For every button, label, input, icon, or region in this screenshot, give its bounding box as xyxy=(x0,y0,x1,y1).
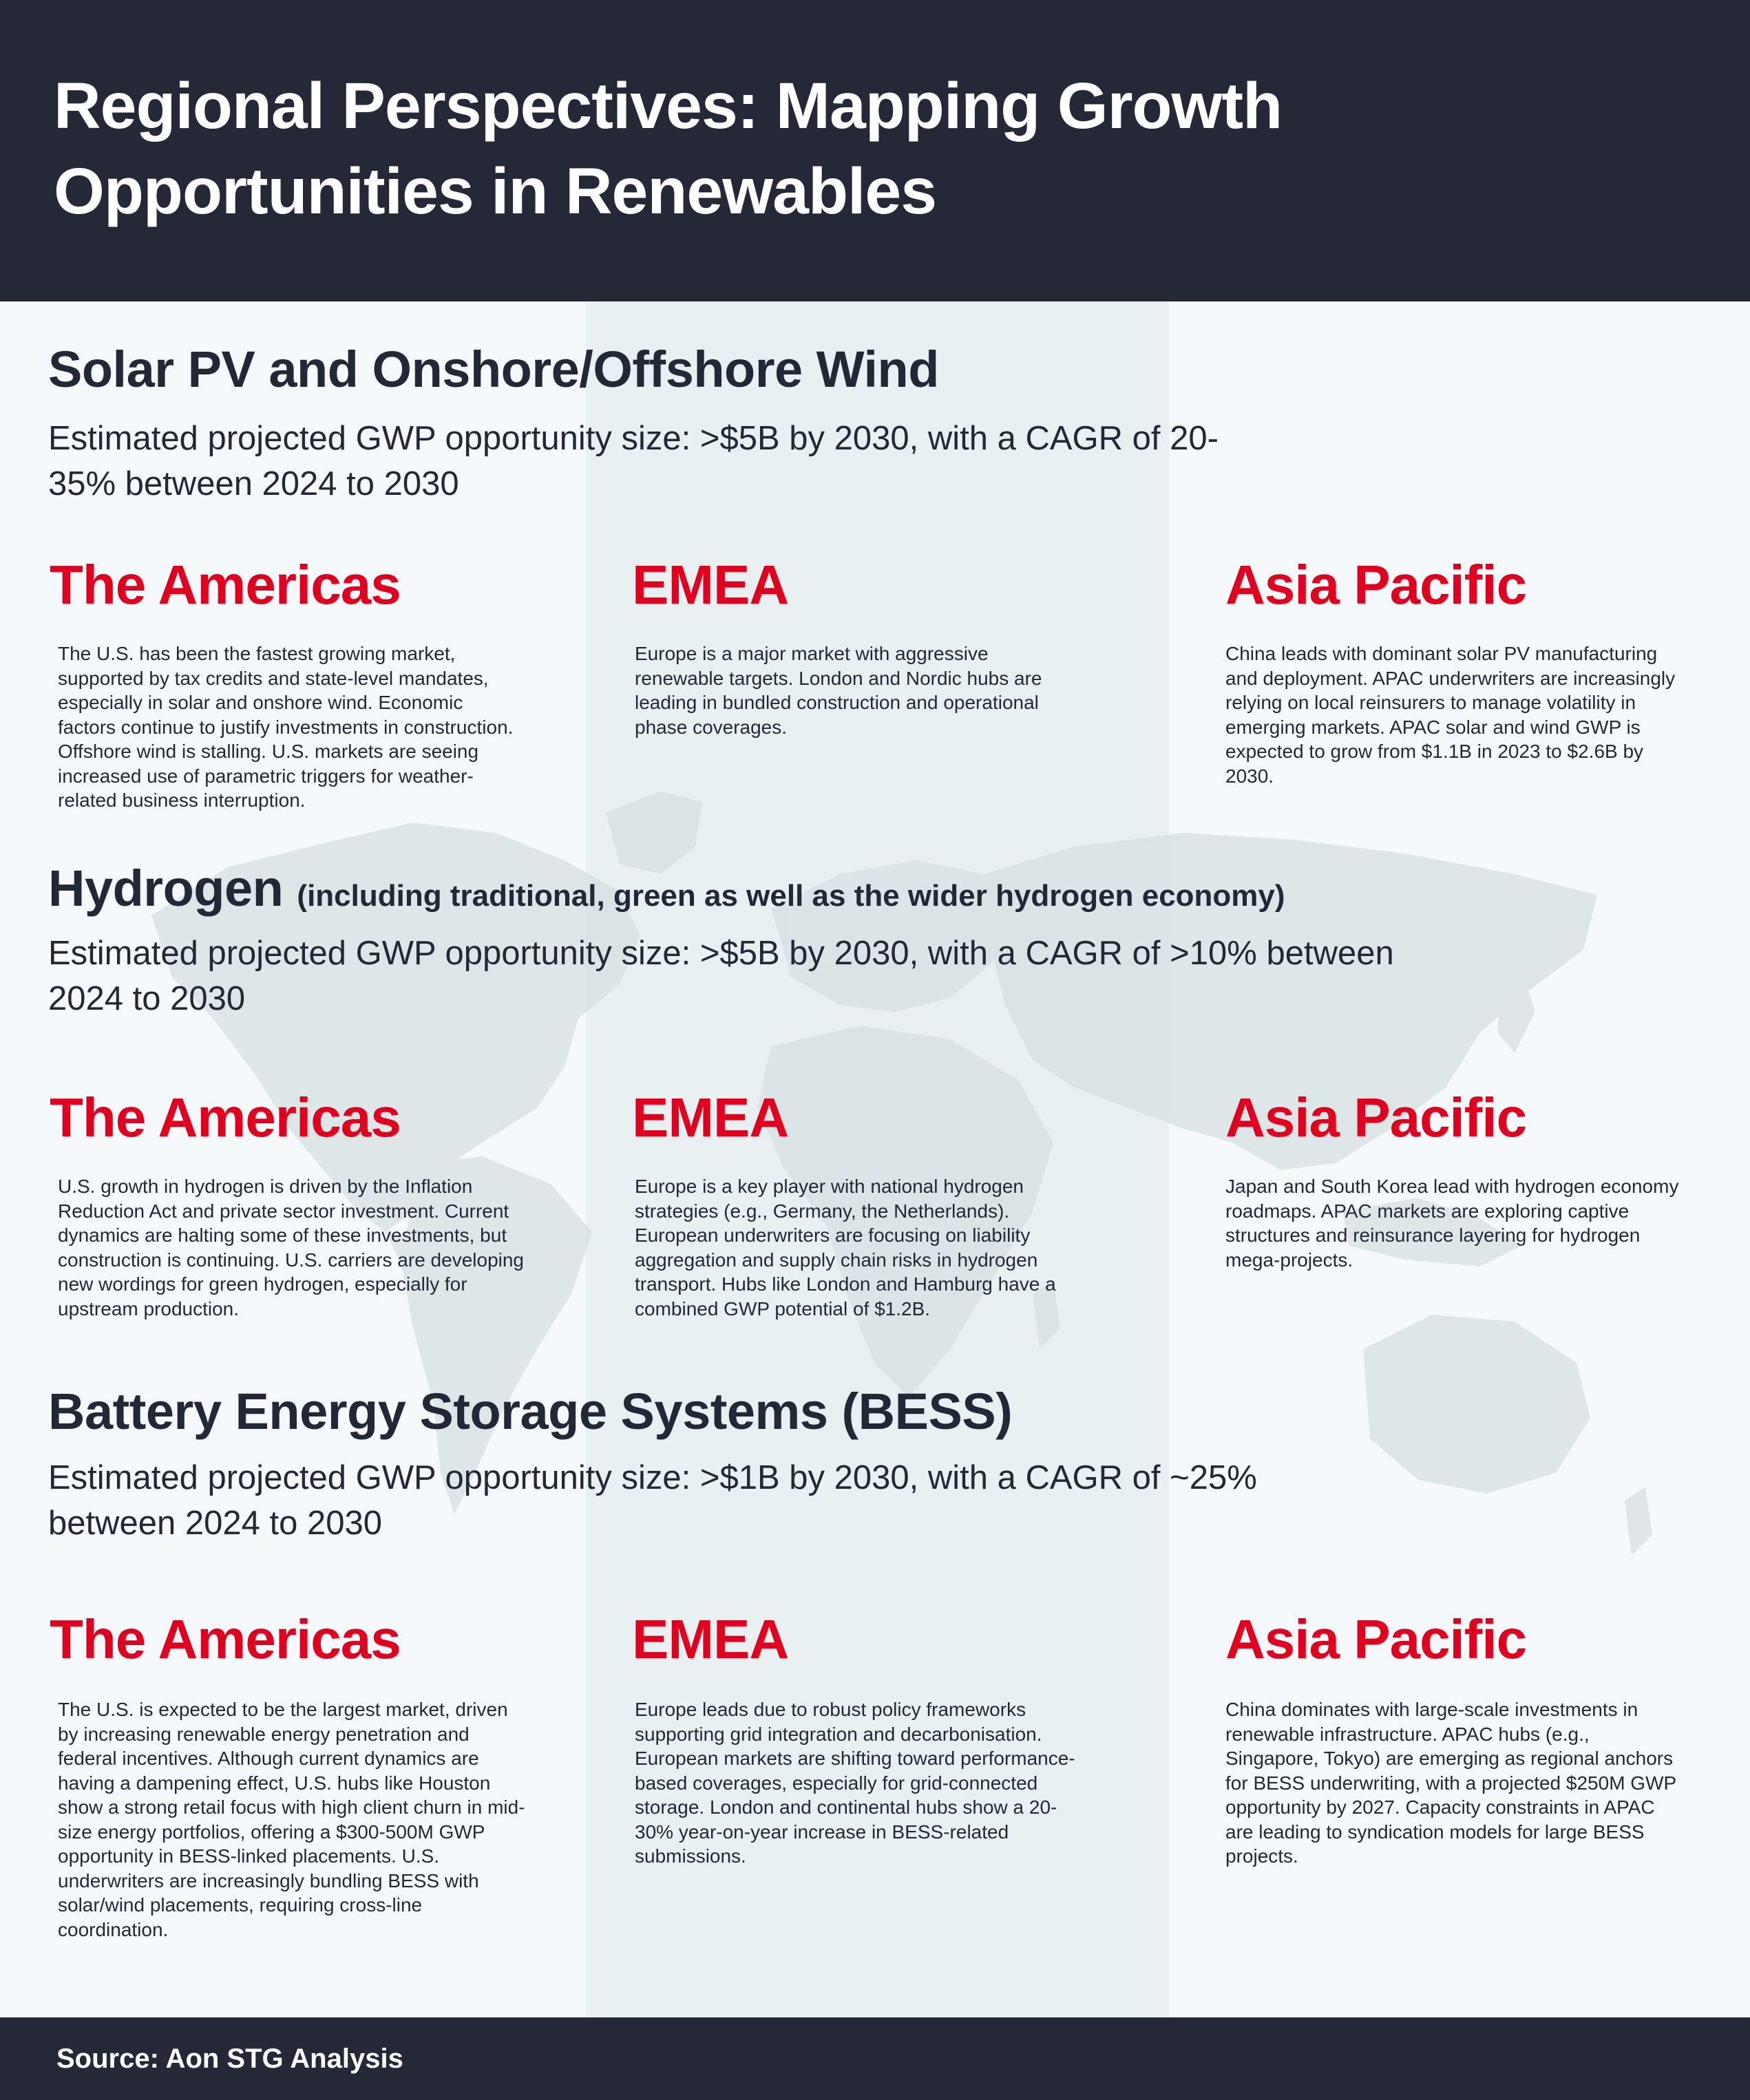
region-text-americas: The U.S. is expected to be the largest market, driven by increasing renewable energy penetration and federal incentives. Although current dynamics are having a dampening effect, U.S. hubs like Houston show a strong retail focus with high client churn in mid-size energy portfolios, offering a $300-500M GWP opportunity in BESS-linked placements. U.S. underwriters are increasingly bundling BESS with solar/wind placements, requiring cross-line coordination. xyxy=(58,1699,525,1940)
page-title: Regional Perspectives: Mapping Growth Opportunities in Renewables xyxy=(54,70,1283,228)
section-title-text: Battery Energy Storage Systems (BESS) xyxy=(48,1383,1013,1440)
region-text-apac: Japan and South Korea lead with hydrogen economy roadmaps. APAC markets are exploring captive structures and reinsurance layering for hydrogen mega-projects. xyxy=(1225,1176,1679,1271)
footer-bar xyxy=(0,2017,1750,2100)
source-note: Source: Aon STG Analysis xyxy=(56,2044,403,2074)
region-text-apac: China leads with dominant solar PV manufacturing and deployment. APAC underwriters are increasingly relying on local reinsurers to manage volatility in emerging markets. APAC solar and wind GWP is expected to grow from $1.1B in 2023 to $2.6B by 2030. xyxy=(1225,643,1676,787)
region-name-apac: Asia Pacific xyxy=(1225,554,1527,615)
section-subtitle: (including traditional, green as well as the wider hydrogen economy) xyxy=(297,879,1285,913)
region-name-americas: The Americas xyxy=(50,1609,401,1670)
section-title-text: Solar PV and Onshore/Offshore Wind xyxy=(48,341,939,398)
region-text-emea: Europe leads due to robust policy frameworks supporting grid integration and decarbonisation. European markets are shifting toward performance-based coverages, especially for grid-connected storage. London and continental hubs show a 20-30% year-on-year increase in BESS-related submissions. xyxy=(635,1699,1075,1867)
region-name-apac: Asia Pacific xyxy=(1225,1609,1527,1670)
section-title-hydrogen xyxy=(48,858,1285,927)
region-text-apac: China dominates with large-scale investments in renewable infrastructure. APAC hubs (e.g., Singapore, Tokyo) are emerging as regional anchors for BESS underwriting, with a projected $250M GWP opportunity by 2027. Capacity constraints in APAC are leading to syndication models for large BESS projects. xyxy=(1225,1699,1676,1867)
region-name-americas: The Americas xyxy=(50,1087,401,1148)
region-text-americas: U.S. growth in hydrogen is driven by the Inflation Reduction Act and private sector investment. Current dynamics are halting some of these investments, but construction is continuing. U.S. carriers are developing new wordings for green hydrogen, especially for upstream production. xyxy=(58,1176,525,1319)
section-opportunity-bess: Estimated projected GWP opportunity size: >$1B by 2030, with a CAGR of ~25% between 2024 to 2030 xyxy=(48,1459,1257,1542)
region-name-americas: The Americas xyxy=(50,554,401,615)
header-banner xyxy=(0,0,1750,301)
region-name-emea: EMEA xyxy=(632,1609,789,1670)
map-australia xyxy=(1363,1315,1590,1494)
section-opportunity-hydrogen: Estimated projected GWP opportunity size: >$5B by 2030, with a CAGR of >10% between 2024 to 2030 xyxy=(48,935,1394,1017)
region-name-apac: Asia Pacific xyxy=(1225,1087,1527,1148)
section-title-bess xyxy=(48,1381,1012,1443)
region-text-emea: Europe is a key player with national hydrogen strategies (e.g., Germany, the Netherlands). European underwriters are focusing on liability aggregation and supply chain risks in hydrogen transport. Hubs like London and Hamburg have a combined GWP potential of $1.2B. xyxy=(635,1176,1056,1319)
region-text-americas: The U.S. has been the fastest growing market, supported by tax credits and state-level mandates, especially in solar and onshore wind. Economic factors continue to justify investments in construction. Offshore wind is stalling. U.S. markets are seeing increased use of parametric triggers for weather-related business interruption. xyxy=(58,643,514,811)
section-opportunity-solar-wind: Estimated projected GWP opportunity size: >$5B by 2030, with a CAGR of 20-35% between 2024 to 2030 xyxy=(48,420,1219,502)
map-new-zealand xyxy=(1625,1487,1652,1556)
region-name-emea: EMEA xyxy=(632,1087,789,1148)
section-title-solar-wind xyxy=(48,339,939,401)
region-text-emea: Europe is a major market with aggressive renewable targets. London and Nordic hubs are leading in bundled construction and operational phase coverages. xyxy=(635,643,1042,738)
section-title-text: Hydrogen xyxy=(48,860,284,917)
region-name-emea: EMEA xyxy=(632,554,789,615)
